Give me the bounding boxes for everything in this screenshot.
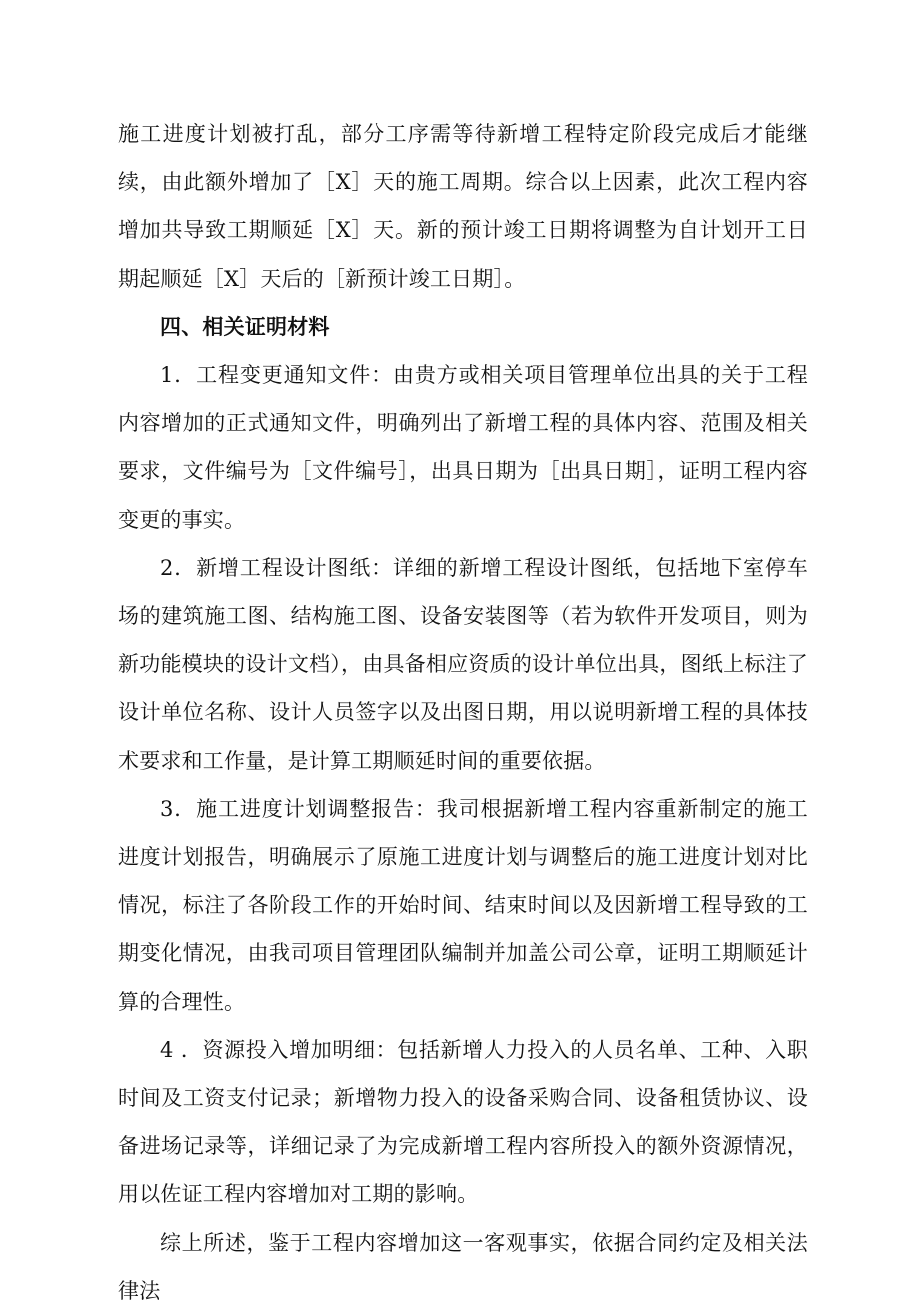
list-item-schedule-report: 3．施工进度计划调整报告：我司根据新增工程内容重新制定的施工进度计划报告，明确展示了原施工进度计划与调整后的施工进度计划对比情况，标注了各阶段工作的开始时间、结束时间以及因新增工程导致的工期变化情况，由我司项目管理团队编制并加盖公司公章，证明工期顺延计算的合理性。: [118, 796, 808, 1014]
section-heading-supporting-materials: 四、相关证明材料: [160, 314, 330, 339]
paragraph-conclusion: 综上所述，鉴于工程内容增加这一客观事实，依据合同约定及相关法律法: [118, 1230, 808, 1303]
list-item-change-notice: 1．工程变更通知文件：由贵方或相关项目管理单位出具的关于工程内容增加的正式通知文件，明确列出了新增工程的具体内容、范围及相关要求，文件编号为［文件编号］，出具日期为［出具日期］，证明工程内容变更的事实。: [118, 363, 808, 532]
list-item-resource-details: 4 ．资源投入增加明细：包括新增人力投入的人员名单、工种、入职时间及工资支付记录；新增物力投入的设备采购合同、设备租赁协议、设备进场记录等，详细记录了为完成新增工程内容所投入的额外资源情况，用以佐证工程内容增加对工期的影响。: [118, 1037, 808, 1207]
list-item-design-drawings: 2．新增工程设计图纸：详细的新增工程设计图纸，包括地下室停车场的建筑施工图、结构施工图、设备安装图等（若为软件开发项目，则为新功能模块的设计文档），由具备相应资质的设计单位出具，图纸上标注了设计单位名称、设计人员签字以及出图日期，用以说明新增工程的具体技术要求和工作量，是计算工期顺延时间的重要依据。: [118, 555, 808, 773]
document-page: [118, 110, 808, 1315]
paragraph-schedule-delay: 施工进度计划被打乱，部分工序需等待新增工程特定阶段完成后才能继续，由此额外增加了［X］天的施工周期。综合以上因素，此次工程内容增加共导致工期顺延［X］天。新的预计竣工日期将调整为自计划开工日期起顺延［X］天后的［新预计竣工日期］。: [118, 122, 808, 291]
